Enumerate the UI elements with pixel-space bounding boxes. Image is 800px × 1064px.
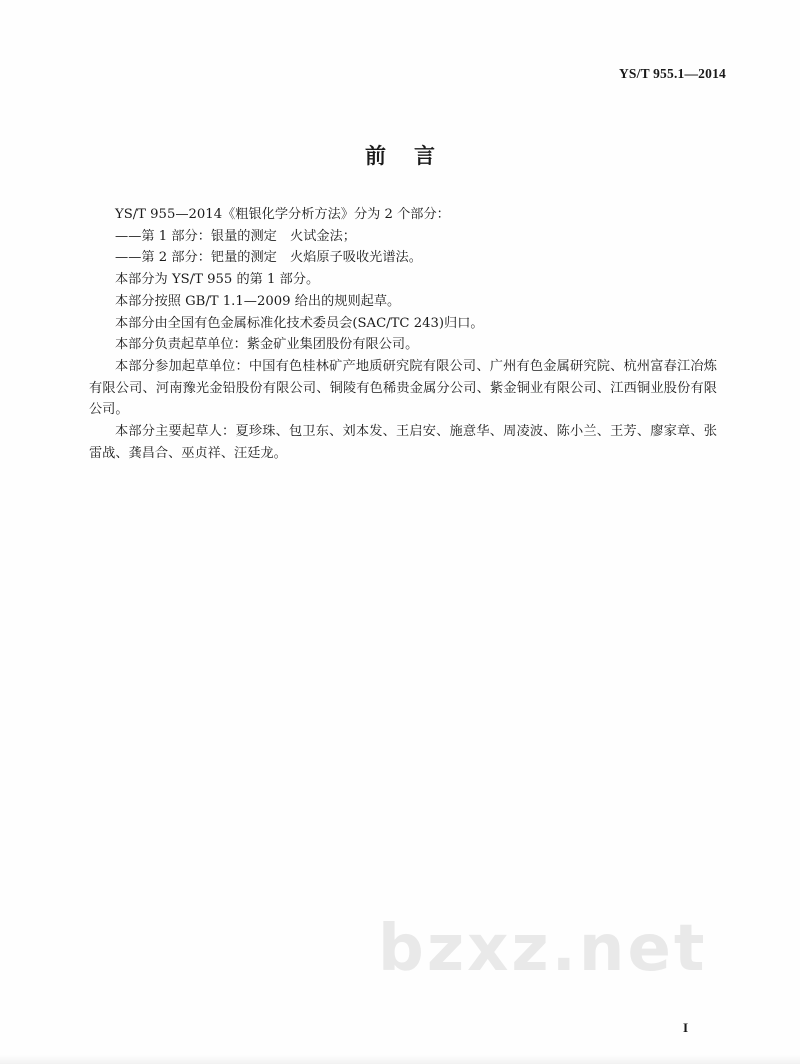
paragraph-main-drafters: 本部分主要起草人：夏珍珠、包卫东、刘本发、王启安、施意华、周凌波、陈小兰、王芳、廖家章、张雷战、龚昌合、巫贞祥、汪廷龙。 (89, 424, 717, 461)
paragraph-responsible-committee: 本部分由全国有色金属标准化技术委员会(SAC/TC 243)归口。 (115, 315, 484, 331)
list-item-part-2: ——第 2 部分：钯量的测定 火焰原子吸收光谱法。 (115, 250, 422, 266)
paragraph-lead-drafting-unit: 本部分负责起草单位：紫金矿业集团股份有限公司。 (115, 337, 419, 353)
watermark-logo: bzxz.net (378, 912, 708, 986)
page-title: 前言 (365, 144, 463, 168)
paragraph-parts-intro: YS/T 955—2014《粗银化学分析方法》分为 2 个部分： (115, 207, 450, 222)
standard-code: YS/T 955.1—2014 (618, 66, 726, 81)
paragraph-drafting-rules: 本部分按照 GB/T 1.1—2009 给出的规则起草。 (115, 293, 401, 309)
page-number: I (682, 1020, 688, 1035)
paragraph-part-statement: 本部分为 YS/T 955 的第 1 部分。 (115, 272, 320, 288)
foreword-body (89, 204, 717, 464)
list-item-part-1: ——第 1 部分：银量的测定 火试金法； (115, 228, 356, 244)
page-bottom-edge (0, 1054, 800, 1064)
paragraph-participating-units: 本部分参加起草单位：中国有色桂林矿产地质研究院有限公司、广州有色金属研究院、杭州富春江冶炼有限公司、河南豫光金铅股份有限公司、铜陵有色稀贵金属分公司、紫金铜业有限公司、江西铜业股份有限公司。 (89, 358, 717, 418)
